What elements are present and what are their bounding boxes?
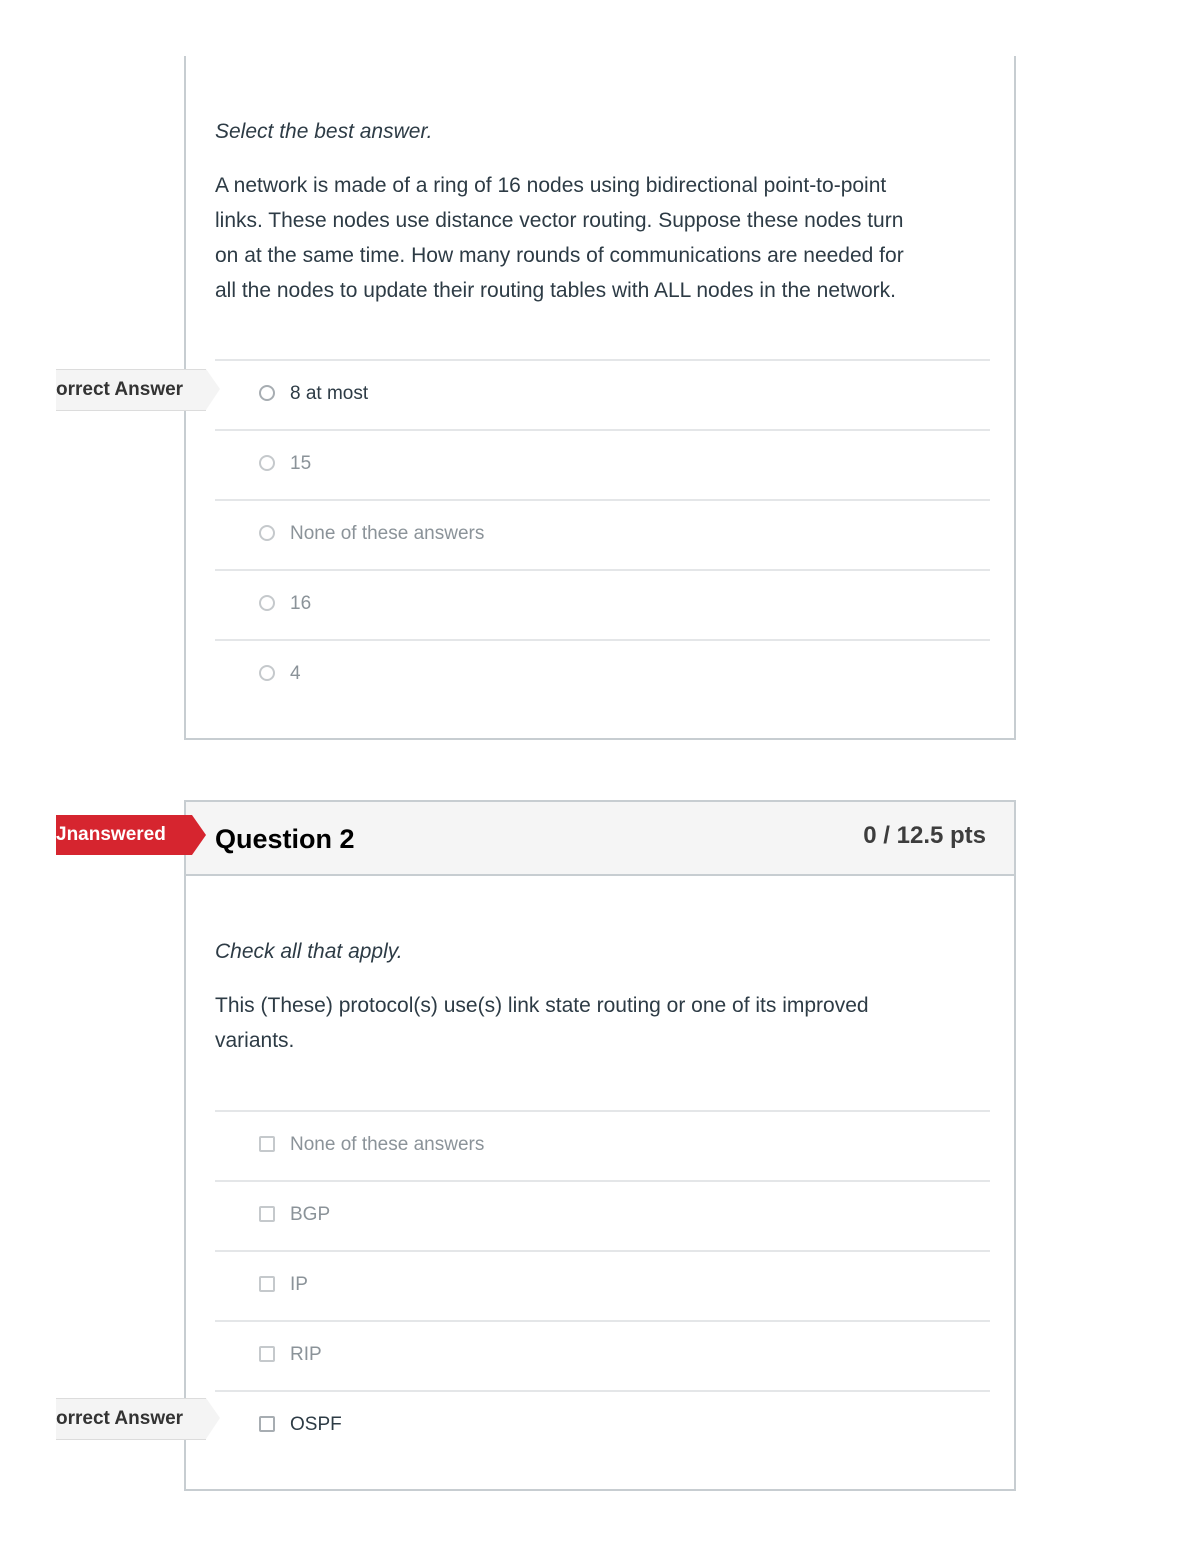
correct-answer-tag-text: orrect Answer xyxy=(56,1408,184,1429)
radio-button[interactable] xyxy=(259,455,275,471)
question-1-text-line: all the nodes to update their routing tables with ALL nodes in the network. xyxy=(215,279,897,302)
answer-label: RIP xyxy=(290,1344,322,1365)
radio-button[interactable] xyxy=(259,595,275,611)
checkbox[interactable] xyxy=(259,1206,275,1222)
question-2-text xyxy=(215,988,990,1058)
answer-option[interactable] xyxy=(215,1250,990,1320)
question-2-answer-list xyxy=(215,1110,990,1460)
answer-label: BGP xyxy=(290,1204,331,1225)
answer-option[interactable] xyxy=(215,1110,990,1180)
unanswered-tag xyxy=(56,815,192,855)
answer-option[interactable] xyxy=(215,359,990,429)
answer-label: None of these answers xyxy=(290,523,485,544)
correct-answer-tag xyxy=(56,1398,206,1440)
answer-label: IP xyxy=(290,1274,308,1295)
radio-button[interactable] xyxy=(259,385,275,401)
answer-label: OSPF xyxy=(290,1414,342,1435)
checkbox[interactable] xyxy=(259,1136,275,1152)
question-1-text xyxy=(215,168,990,308)
question-1-instruction: Select the best answer. xyxy=(215,120,433,143)
answer-label: None of these answers xyxy=(290,1134,485,1155)
answer-option[interactable] xyxy=(215,639,990,709)
answer-option[interactable] xyxy=(215,1180,990,1250)
question-2-text-line: This (These) protocol(s) use(s) link state routing or one of its improved xyxy=(215,994,869,1017)
question-1-text-line: A network is made of a ring of 16 nodes using bidirectional point-to-point xyxy=(215,174,887,197)
question-2-points: 0 / 12.5 pts xyxy=(863,822,986,849)
tag-arrow-shadow xyxy=(206,1398,222,1440)
question-2-panel xyxy=(184,800,1016,1491)
checkbox[interactable] xyxy=(259,1346,275,1362)
question-2-text-line: variants. xyxy=(215,1029,295,1052)
question-1-panel xyxy=(184,56,1016,740)
correct-answer-tag xyxy=(56,369,206,411)
answer-label: 16 xyxy=(290,593,312,614)
question-2-instruction: Check all that apply. xyxy=(215,940,403,963)
answer-option[interactable] xyxy=(215,499,990,569)
answer-option[interactable] xyxy=(215,1320,990,1390)
checkbox[interactable] xyxy=(259,1416,275,1432)
answer-label: 8 at most xyxy=(290,383,369,404)
answer-label: 4 xyxy=(290,663,301,684)
unanswered-tag-text: Jnanswered xyxy=(56,824,166,845)
question-1-text-line: links. These nodes use distance vector routing. Suppose these nodes turn xyxy=(215,209,904,232)
answer-label: 15 xyxy=(290,453,312,474)
checkbox[interactable] xyxy=(259,1276,275,1292)
question-1-answer-list xyxy=(215,359,990,709)
question-2-title: Question 2 xyxy=(215,824,355,854)
radio-button[interactable] xyxy=(259,525,275,541)
answer-option[interactable] xyxy=(215,569,990,639)
question-1-text-line: on at the same time. How many rounds of communications are needed for xyxy=(215,244,904,267)
tag-arrow-shadow xyxy=(206,369,222,411)
question-2-header xyxy=(186,802,1014,876)
radio-button[interactable] xyxy=(259,665,275,681)
answer-option[interactable] xyxy=(215,429,990,499)
correct-answer-tag-text: orrect Answer xyxy=(56,379,184,400)
answer-option[interactable] xyxy=(215,1390,990,1460)
